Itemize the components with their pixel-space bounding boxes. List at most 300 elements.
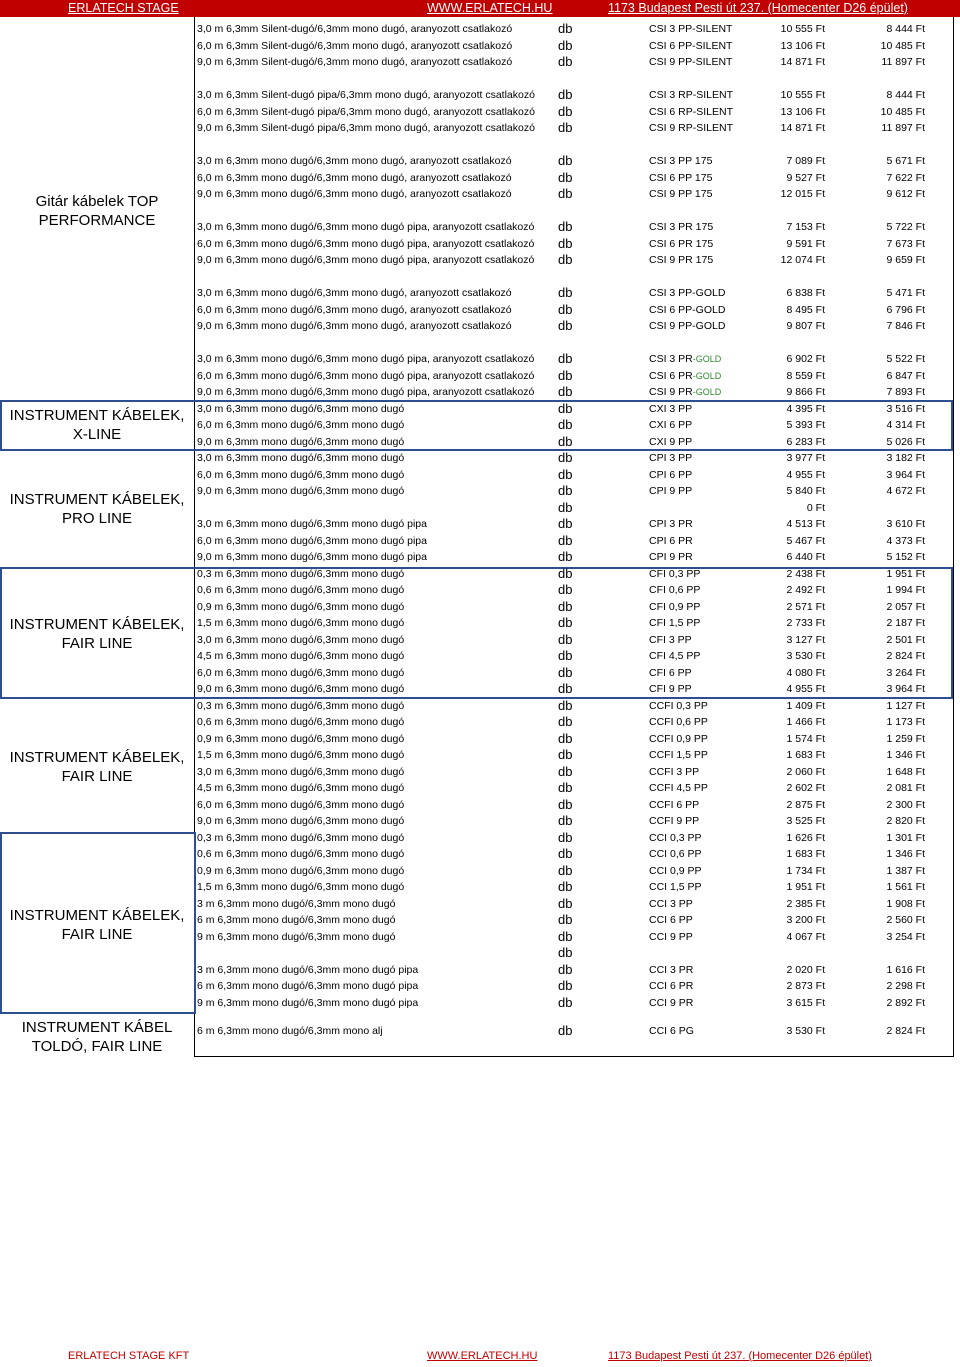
product-code-text: CSI 6 PP 175 [649, 171, 713, 184]
price-net: 7 673 Ft [886, 237, 925, 250]
price-gross: 1 409 Ft [786, 699, 825, 712]
table-row [194, 830, 954, 847]
table-row [194, 912, 954, 929]
product-code-text: CSI 3 PP 175 [649, 155, 713, 167]
price-gross: 2 602 Ft [786, 782, 825, 794]
product-code [649, 285, 725, 302]
price-net: 2 298 Ft [886, 980, 925, 992]
price-gross: 14 871 Ft [780, 56, 825, 68]
price-net: 10 485 Ft [880, 105, 925, 118]
product-code [649, 648, 700, 665]
price-net: 2 501 Ft [886, 633, 925, 646]
unit-cell: db [558, 285, 573, 300]
table-row [194, 285, 954, 302]
unit-cell: db [558, 994, 573, 1010]
table-row [194, 632, 954, 649]
price-net: 2 560 Ft [886, 914, 925, 926]
section-label-x-line [0, 406, 194, 444]
product-code-text: CCI 0,6 PP [649, 848, 702, 860]
unit-cell: db [558, 450, 573, 465]
table-row [194, 714, 954, 731]
price-gross: 2 020 Ft [786, 963, 825, 976]
product-code [649, 153, 712, 170]
price-gross: 5 840 Ft [786, 485, 825, 497]
product-code-text: CCFI 9 PP [649, 815, 700, 827]
price-gross: 6 838 Ft [786, 287, 825, 299]
price-gross: 1 574 Ft [786, 732, 825, 745]
unit-cell: db [558, 945, 573, 960]
product-code-text: CCI 0,3 PP [649, 831, 702, 844]
product-description: 6,0 m 6,3mm Silent-dugó/6,3mm mono dugó, aranyozott csatlakozó [197, 39, 513, 52]
product-code [649, 533, 693, 550]
product-description: 3,0 m 6,3mm mono dugó/6,3mm mono dugó pipa, aranyozott csatlakozó [197, 353, 535, 365]
product-description: 3 m 6,3mm mono dugó/6,3mm mono dugó pipa [197, 963, 419, 976]
price-gross: 3 127 Ft [786, 633, 825, 646]
product-code-text: CCI 6 PP [649, 914, 693, 926]
price-net: 10 485 Ft [880, 39, 925, 52]
product-code-text: CCI 6 PG [649, 1025, 694, 1037]
price-net: 3 516 Ft [886, 402, 925, 415]
price-net: 2 892 Ft [886, 996, 925, 1009]
price-gross: 6 283 Ft [786, 435, 825, 448]
price-net: 2 081 Ft [886, 782, 925, 794]
section-label-line: INSTRUMENT KÁBELEK, [9, 407, 185, 424]
product-code [649, 731, 708, 748]
product-description: 3,0 m 6,3mm mono dugó/6,3mm mono dugó [197, 765, 405, 778]
product-code-text: CCI 1,5 PP [649, 881, 702, 893]
section-label-fair-line [0, 748, 194, 786]
product-code [649, 1023, 694, 1040]
price-gross: 1 683 Ft [786, 848, 825, 860]
price-gross: 4 513 Ft [786, 518, 825, 530]
price-gross: 1 626 Ft [786, 831, 825, 844]
table-row [194, 120, 954, 137]
price-gross: 2 875 Ft [786, 798, 825, 811]
unit-cell: db [558, 681, 573, 696]
table-row [194, 665, 954, 682]
price-net: 1 648 Ft [886, 765, 925, 778]
unit-cell: db [558, 417, 573, 432]
unit-cell: db [558, 351, 573, 366]
product-code [649, 384, 721, 401]
product-code [649, 549, 693, 566]
unit-cell: db [558, 169, 573, 185]
price-gross: 6 440 Ft [786, 551, 825, 563]
price-gross: 2 438 Ft [786, 567, 825, 580]
product-code-text: CFI 0,9 PP [649, 600, 701, 613]
price-net: 2 824 Ft [886, 1025, 925, 1037]
product-description: 6,0 m 6,3mm mono dugó/6,3mm mono dugó [197, 468, 405, 481]
section-label-line: INSTRUMENT KÁBELEK, [9, 616, 185, 633]
table-row [194, 417, 954, 434]
table-row [194, 21, 954, 38]
product-description: 6,0 m 6,3mm mono dugó/6,3mm mono dugó pipa [197, 534, 427, 547]
product-code [649, 896, 693, 913]
price-gross: 10 555 Ft [780, 89, 825, 101]
product-description: 6 m 6,3mm mono dugó/6,3mm mono dugó pipa [197, 980, 419, 992]
product-code-text: CSI 3 PR [649, 353, 693, 365]
unit-cell: db [558, 912, 573, 927]
price-gross: 7 089 Ft [786, 155, 825, 167]
table-row [194, 797, 954, 814]
product-code [649, 879, 702, 896]
unit-cell: db [558, 252, 573, 267]
product-code-text: CFI 6 PP [649, 666, 692, 679]
product-code [649, 813, 699, 830]
product-description: 9,0 m 6,3mm mono dugó/6,3mm mono dugó pipa [197, 551, 427, 563]
product-code-text: CSI 6 PR [649, 369, 693, 382]
unit-cell: db [558, 565, 573, 581]
product-description: 0,6 m 6,3mm mono dugó/6,3mm mono dugó [197, 716, 405, 728]
product-code-text: CPI 3 PP [649, 452, 693, 464]
product-description: 6,0 m 6,3mm mono dugó/6,3mm mono dugó, aranyozott csatlakozó [197, 303, 512, 316]
product-description: 3,0 m 6,3mm mono dugó/6,3mm mono dugó, aranyozott csatlakozó [197, 287, 512, 299]
price-gross: 9 866 Ft [786, 386, 825, 398]
product-code [649, 219, 713, 236]
unit-cell: db [558, 664, 573, 680]
table-row [194, 351, 954, 368]
table-row [194, 516, 954, 533]
price-net: 5 471 Ft [886, 287, 925, 299]
product-description: 9,0 m 6,3mm mono dugó/6,3mm mono dugó [197, 683, 405, 695]
product-description: 0,9 m 6,3mm mono dugó/6,3mm mono dugó [197, 732, 405, 745]
price-net: 9 612 Ft [886, 188, 925, 200]
price-net: 11 897 Ft [881, 56, 925, 68]
price-gross: 3 977 Ft [786, 452, 825, 464]
product-description: 9,0 m 6,3mm mono dugó/6,3mm mono dugó pipa, aranyozott csatlakozó [197, 386, 535, 398]
price-gross: 2 873 Ft [786, 980, 825, 992]
product-code [649, 995, 693, 1012]
product-code-text: CCI 9 PP [649, 930, 693, 943]
product-code [649, 698, 708, 715]
table-row [194, 533, 954, 550]
product-code [649, 846, 702, 863]
product-description: 9 m 6,3mm mono dugó/6,3mm mono dugó pipa [197, 996, 419, 1009]
price-gross: 3 200 Ft [786, 914, 825, 926]
product-description: 1,5 m 6,3mm mono dugó/6,3mm mono dugó [197, 749, 405, 761]
price-net: 3 610 Ft [886, 518, 925, 530]
product-code [649, 318, 725, 335]
price-gross: 5 467 Ft [786, 534, 825, 547]
product-code [649, 38, 732, 55]
price-net: 5 026 Ft [886, 435, 925, 448]
product-code-text: CSI 3 PP-SILENT [649, 23, 733, 35]
product-description: 9,0 m 6,3mm mono dugó/6,3mm mono dugó, aranyozott csatlakozó [197, 188, 512, 200]
unit-cell: db [558, 516, 573, 531]
product-description: 3,0 m 6,3mm mono dugó/6,3mm mono dugó pipa [197, 518, 427, 530]
table-row [194, 599, 954, 616]
price-net: 5 722 Ft [886, 221, 925, 233]
product-code [649, 401, 692, 418]
unit-cell: db [558, 796, 573, 812]
product-code-text: CSI 3 PR 175 [649, 221, 714, 233]
product-description: 9,0 m 6,3mm Silent-dugó pipa/6,3mm mono dugó, aranyozott csatlakozó [197, 122, 535, 134]
product-code [649, 252, 713, 269]
price-gross: 4 067 Ft [786, 930, 825, 943]
product-description: 1,5 m 6,3mm mono dugó/6,3mm mono dugó [197, 881, 405, 893]
product-code-text: CFI 1,5 PP [649, 617, 701, 629]
product-code [649, 912, 693, 929]
table-row [194, 302, 954, 319]
price-gross: 14 871 Ft [780, 122, 825, 134]
unit-cell: db [558, 466, 573, 482]
unit-cell: db [558, 631, 573, 647]
price-net: 2 824 Ft [886, 650, 925, 662]
product-code-text: CFI 9 PP [649, 683, 692, 695]
table-row [194, 137, 954, 154]
section-label-extension [0, 1018, 194, 1056]
table-row [194, 566, 954, 583]
table-row [194, 549, 954, 566]
gold-suffix: -GOLD [692, 370, 722, 381]
section-label-fair-line [0, 615, 194, 653]
price-gross: 2 385 Ft [786, 897, 825, 910]
table-row [194, 434, 954, 451]
product-code [649, 450, 692, 467]
product-description: 3,0 m 6,3mm mono dugó/6,3mm mono dugó, aranyozott csatlakozó [197, 155, 512, 167]
table-row [194, 698, 954, 715]
table-row [194, 962, 954, 979]
price-net: 1 616 Ft [886, 963, 925, 976]
table-bottom-border [194, 1056, 954, 1057]
product-code-text: CFI 3 PP [649, 633, 692, 646]
page-footer [0, 1350, 960, 1367]
table-row [194, 87, 954, 104]
price-gross: 0 Ft [806, 501, 825, 514]
product-code-text: CCFI 0,9 PP [649, 732, 708, 745]
price-gross: 4 080 Ft [786, 666, 825, 679]
section-label-line: PRO LINE [61, 510, 133, 527]
section-label-fair-line [0, 906, 194, 944]
table-row [194, 54, 954, 71]
product-code [649, 21, 732, 38]
table-row [194, 896, 954, 913]
price-net: 4 373 Ft [886, 534, 925, 547]
product-code-text: CFI 0,3 PP [649, 567, 701, 580]
price-gross: 2 733 Ft [786, 617, 825, 629]
price-net: 1 259 Ft [886, 732, 925, 745]
unit-cell: db [558, 730, 573, 746]
product-description: 6,0 m 6,3mm mono dugó/6,3mm mono dugó pipa, aranyozott csatlakozó [197, 237, 535, 250]
section-label-line: X-LINE [72, 426, 122, 443]
product-code-text: CPI 6 PP [649, 468, 693, 481]
section-label-top-performance [0, 192, 194, 230]
unit-cell: db [558, 879, 573, 894]
unit-cell: db [558, 54, 573, 69]
unit-cell: db [558, 895, 573, 911]
product-code [649, 368, 721, 385]
product-code-text: CSI 3 PP-GOLD [649, 287, 726, 299]
product-description: 3,0 m 6,3mm mono dugó/6,3mm mono dugó pipa, aranyozott csatlakozó [197, 221, 535, 233]
product-code-text: CCFI 0,6 PP [649, 716, 708, 728]
product-code-text: CSI 9 PP-SILENT [649, 56, 733, 68]
product-code [649, 747, 708, 764]
price-gross: 4 955 Ft [786, 683, 825, 695]
table-row [194, 863, 954, 880]
price-gross: 1 951 Ft [786, 881, 825, 893]
table-row [194, 945, 954, 962]
product-description: 4,5 m 6,3mm mono dugó/6,3mm mono dugó [197, 650, 405, 662]
gold-suffix: -GOLD [692, 387, 722, 397]
product-code-text: CFI 0,6 PP [649, 584, 701, 596]
price-net: 3 264 Ft [886, 666, 925, 679]
product-code-text: CSI 9 PR [649, 386, 693, 398]
table-row [194, 929, 954, 946]
unit-cell: db [558, 37, 573, 53]
unit-cell: db [558, 499, 573, 515]
unit-cell: db [558, 103, 573, 119]
product-code-text: CSI 9 PR 175 [649, 254, 714, 266]
price-net: 1 951 Ft [886, 567, 925, 580]
table-row [194, 764, 954, 781]
product-description: 0,9 m 6,3mm mono dugó/6,3mm mono dugó [197, 600, 405, 613]
unit-cell: db [558, 433, 573, 449]
section-label-line: INSTRUMENT KÁBEL [21, 1019, 173, 1036]
price-gross: 10 555 Ft [780, 23, 825, 35]
product-code-text: CSI 6 RP-SILENT [649, 105, 734, 118]
unit-cell: db [558, 301, 573, 317]
product-description: 0,3 m 6,3mm mono dugó/6,3mm mono dugó [197, 567, 405, 580]
unit-cell: db [558, 747, 573, 762]
table-row [194, 681, 954, 698]
product-description: 6,0 m 6,3mm mono dugó/6,3mm mono dugó [197, 666, 405, 679]
product-description: 3 m 6,3mm mono dugó/6,3mm mono dugó [197, 897, 396, 910]
table-row [194, 780, 954, 797]
product-code [649, 434, 692, 451]
price-gross: 3 530 Ft [786, 1025, 825, 1037]
price-net: 2 187 Ft [886, 617, 925, 629]
price-net: 1 346 Ft [886, 848, 925, 860]
product-description: 6,0 m 6,3mm mono dugó/6,3mm mono dugó [197, 419, 405, 431]
price-gross: 1 683 Ft [786, 749, 825, 761]
product-description: 9 m 6,3mm mono dugó/6,3mm mono dugó [197, 930, 396, 943]
price-gross: 1 734 Ft [786, 864, 825, 877]
product-description: 0,9 m 6,3mm mono dugó/6,3mm mono dugó [197, 864, 405, 877]
product-description: 0,3 m 6,3mm mono dugó/6,3mm mono dugó [197, 699, 405, 712]
section-label-line: INSTRUMENT KÁBELEK, [9, 749, 185, 766]
product-code [649, 351, 721, 368]
product-description: 3,0 m 6,3mm Silent-dugó pipa/6,3mm mono dugó, aranyozott csatlakozó [197, 89, 535, 101]
price-net: 7 893 Ft [886, 386, 925, 398]
price-net: 8 444 Ft [886, 89, 925, 101]
table-row [194, 813, 954, 830]
unit-cell: db [558, 697, 573, 713]
product-code-text: CCI 3 PR [649, 963, 694, 976]
price-gross: 4 395 Ft [786, 402, 825, 415]
gold-suffix: -GOLD [692, 354, 722, 364]
product-description: 3,0 m 6,3mm mono dugó/6,3mm mono dugó [197, 633, 405, 646]
footer-address: 1173 Budapest Pesti út 237. (Homecenter D26 épület) [608, 1350, 872, 1362]
product-description: 9,0 m 6,3mm Silent-dugó/6,3mm mono dugó, aranyozott csatlakozó [197, 56, 513, 68]
header-website-link[interactable]: WWW.ERLATECH.HU [427, 1, 553, 15]
table-row [194, 401, 954, 418]
product-code [649, 87, 733, 104]
product-code [649, 615, 700, 632]
price-net: 11 897 Ft [881, 122, 925, 134]
unit-cell: db [558, 615, 573, 630]
unit-cell: db [558, 120, 573, 135]
table-row [194, 467, 954, 484]
section-label-line: INSTRUMENT KÁBELEK, [9, 491, 185, 508]
product-code-text: CCI 0,9 PP [649, 864, 702, 877]
product-code [649, 516, 693, 533]
price-gross: 13 106 Ft [780, 39, 825, 52]
table-row [194, 368, 954, 385]
table-row [194, 170, 954, 187]
unit-cell: db [558, 582, 573, 597]
table-row [194, 335, 954, 352]
unit-cell: db [558, 549, 573, 564]
price-net: 5 522 Ft [886, 353, 925, 365]
product-code-text: CSI 9 PP-GOLD [649, 320, 726, 332]
product-description: 6 m 6,3mm mono dugó/6,3mm mono dugó [197, 914, 396, 926]
price-net: 4 314 Ft [886, 419, 925, 431]
product-code-text: CSI 9 RP-SILENT [649, 122, 734, 134]
unit-cell: db [558, 829, 573, 845]
product-code [649, 681, 692, 698]
product-code-text: CSI 9 PP 175 [649, 188, 713, 200]
price-gross: 4 955 Ft [786, 468, 825, 481]
product-code [649, 764, 699, 781]
price-gross: 5 393 Ft [786, 419, 825, 431]
section-label-line: FAIR LINE [61, 635, 133, 652]
product-description: 9,0 m 6,3mm mono dugó/6,3mm mono dugó [197, 815, 405, 827]
product-description: 6,0 m 6,3mm mono dugó/6,3mm mono dugó [197, 798, 405, 811]
price-gross: 3 615 Ft [786, 996, 825, 1009]
product-description: 9,0 m 6,3mm mono dugó/6,3mm mono dugó [197, 435, 405, 448]
section-label-line: INSTRUMENT KÁBELEK, [9, 907, 185, 924]
table-row [194, 71, 954, 88]
table-row [194, 731, 954, 748]
price-net: 6 796 Ft [886, 303, 925, 316]
product-code-text: CSI 3 RP-SILENT [649, 89, 734, 101]
unit-cell: db [558, 862, 573, 878]
price-gross: 1 466 Ft [786, 716, 825, 728]
price-net: 6 847 Ft [886, 369, 925, 382]
product-code-text: CPI 3 PR [649, 518, 693, 530]
section-label-pro-line [0, 490, 194, 528]
product-code-text: CCI 9 PR [649, 996, 694, 1009]
price-net: 2 300 Ft [886, 798, 925, 811]
price-net: 1 173 Ft [886, 716, 925, 728]
unit-cell: db [558, 400, 573, 416]
footer-website-link[interactable]: WWW.ERLATECH.HU [427, 1350, 538, 1362]
section-label-line: PERFORMANCE [38, 212, 156, 229]
product-code [649, 467, 692, 484]
table-row [194, 1023, 954, 1040]
price-net: 7 622 Ft [886, 171, 925, 184]
table-row [194, 384, 954, 401]
price-gross: 12 015 Ft [780, 188, 825, 200]
product-code [649, 978, 693, 995]
header-company: ERLATECH STAGE [68, 1, 179, 15]
product-description: 1,5 m 6,3mm mono dugó/6,3mm mono dugó [197, 617, 405, 629]
product-code-text: CXI 6 PP [649, 419, 693, 431]
product-code [649, 714, 708, 731]
price-net: 1 127 Ft [886, 699, 925, 712]
table-row [194, 978, 954, 995]
price-net: 4 672 Ft [886, 485, 925, 497]
product-code-text: CPI 6 PR [649, 534, 693, 547]
product-code-text: CXI 3 PP [649, 402, 693, 415]
price-net: 1 387 Ft [886, 864, 925, 877]
unit-cell: db [558, 813, 573, 828]
product-code [649, 483, 692, 500]
product-code-text: CSI 6 PP-GOLD [649, 303, 726, 316]
section-label-line: FAIR LINE [61, 926, 133, 943]
product-code [649, 929, 693, 946]
section-label-line: FAIR LINE [61, 768, 133, 785]
